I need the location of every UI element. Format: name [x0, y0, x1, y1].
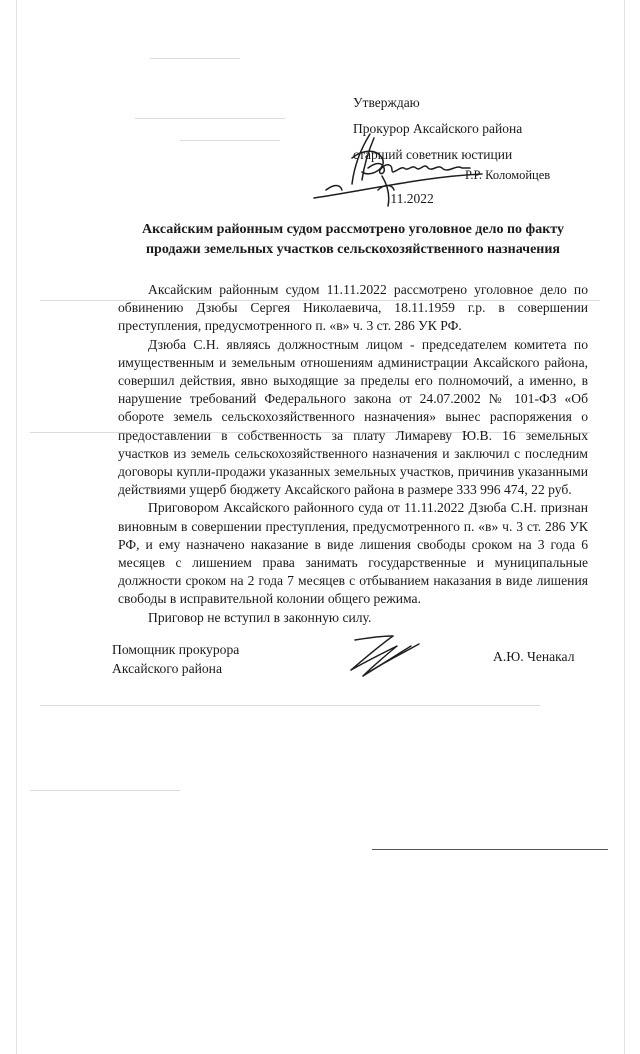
- assistant-signature: [345, 632, 425, 680]
- scan-edge-left: [16, 0, 17, 1054]
- signer-position: [112, 640, 239, 678]
- document-title: Аксайским районным судом рассмотрено уголовное дело по факту продажи земельных участков сельскохозяйственного назначения: [142, 222, 564, 257]
- bleed-through-line: [40, 705, 540, 706]
- approval-date: .11.2022: [387, 191, 434, 206]
- approval-heading: Утверждаю: [353, 95, 420, 110]
- signer-position-line2: Аксайского района: [112, 661, 222, 676]
- signer-name: А.Ю. Ченакал: [493, 649, 575, 664]
- bottom-rule: [372, 849, 608, 850]
- paragraph-case-info: Аксайским районным судом 11.11.2022 рассмотрено уголовное дело по обвинению Дзюбы Сергея Николаевича, 18.11.1959 г.р. в совершении преступления, предусмотренного п. «в» ч. 3 ст. 286 УК РФ.: [118, 282, 588, 334]
- approval-name: Р.Р. Коломойцев: [465, 168, 551, 182]
- approval-rank: старший советник юстиции: [353, 147, 513, 162]
- paragraph-verdict: Приговором Аксайского районного суда от 11.11.2022 Дзюба С.Н. признан виновным в совершении преступления, предусмотренного п. «в» ч. 3 ст. 286 УК РФ, и ему назначено наказание в виде лишения свободы сроком на 3 года 6 месяцев с лишением права занимать государственные и муниципальные должности сроком на 2 года 7 месяцев с отбыванием наказания в виде лишения свободы в исправительной колонии общего режима.: [118, 500, 588, 607]
- bleed-through-line: [30, 790, 180, 791]
- document-body: [118, 281, 588, 627]
- paragraph-status: Приговор не вступил в законную силу.: [148, 609, 372, 625]
- bleed-through-line: [180, 140, 280, 141]
- prosecutor-signature: [312, 128, 502, 210]
- approval-position: Прокурор Аксайского района: [353, 121, 523, 136]
- bleed-through-line: [150, 58, 240, 59]
- scan-edge-right: [624, 0, 625, 1054]
- bleed-through-line: [135, 118, 285, 119]
- paragraph-offense: Дзюба С.Н. являясь должностным лицом - председателем комитета по имущественным и земельным отношениям администрации Аксайского района, совершил действия, явно выходящие за пределы его полномочий, а именно, в нарушение требований Федерального закона от 24.07.2002 № 101-ФЗ «Об обороте земель сельскохозяйственного назначения» вынес распоряжения о предоставлении в собственность за плату Лимареву Ю.В. 16 земельных участков из земель сельскохозяйственного назначения и заключил с последним договоры купли-продажи указанных земельных участков, причинив указанными действиями ущерб бюджету Аксайского района в размере 333 996 474, 22 руб.: [118, 336, 588, 498]
- signer-position-line1: Помощник прокурора: [112, 642, 240, 657]
